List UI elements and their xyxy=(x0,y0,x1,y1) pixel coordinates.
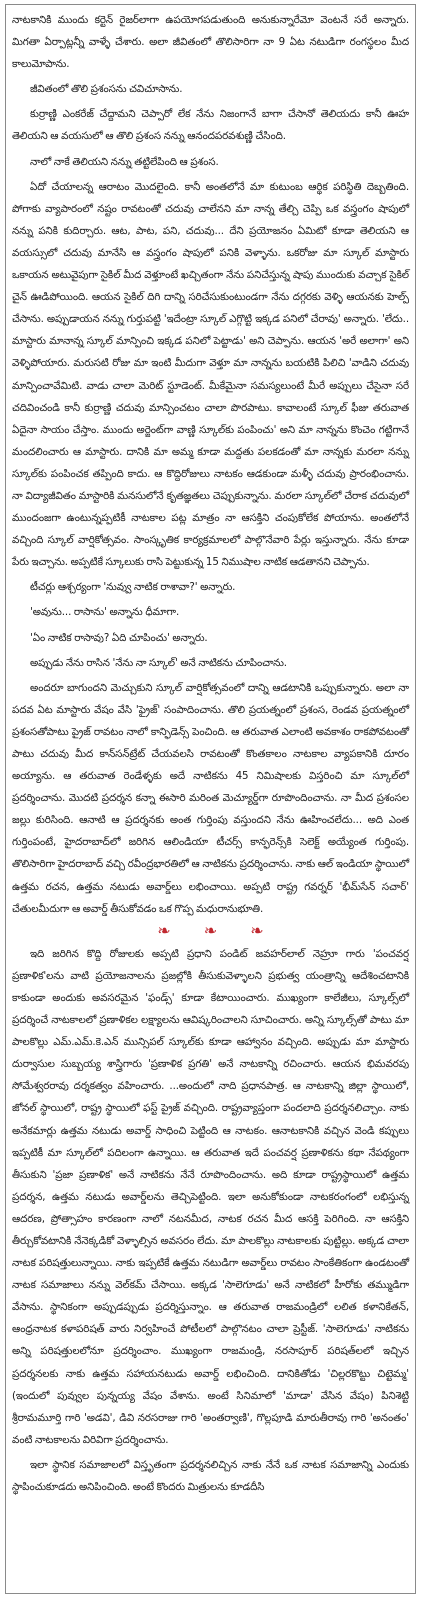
paragraph: జీవితంలో తొలి ప్రశంసను చవిచూసాను. xyxy=(30,83,183,96)
ornament-icon: ❧ xyxy=(203,920,218,940)
paragraph: అందరూ బాగుందని మెచ్చుకుని స్కూల్ వార్షికోత్సవంలో దాన్ని ఆడటానికి ఒప్పుకున్నారు. అలా నా పదవ ఏట మాస్టారు వేషం వేసి 'ఫ్రైజ్' సంపాదించాను. తొలి ప్రయత్నంలో ప్రశంస, రెండవ ప్రయత్నంలో ప్రశంసతోపాటు ప్రైజ్ రావటం నాలో కాన్ఫిడెన్స్ పెంచింది. ఆ తరువాత ఎలాంటి అవకాశం రాకపోవటంతో పాటు చదువు మీద కాన్‌సన్‌ట్రేట్ చేయవలసి రావటంతో కొంతకాలం నాటకాల వ్యాపకానికి దూరం అయ్యాను. ఆ తరువాత రెండేళ్ళకు అదే నాటికను 45 నిమిషాలకు విస్తరించి మా స్కూల్‌లో ప్రదర్శించాను. మొదటి ప్రదర్శన కన్నా ఈసారి మరింత మెచ్యూర్డ్‌గా రూపొందించాను. నా మీద ప్రశంసల జల్లు కురిసింది. ఆనాటి ఆ ప్రదర్శనకు అంత గుర్తింపు వస్తుందని నేను ఊహించలేదు... అది ఎంత గుర్తింపంటే, హైదరాబాద్‌లో జరిగిన ఆలిండియా టీచర్స్ కాన్ఫరెన్స్‌కి సెలెక్ట్ అయ్యేంత గుర్తింపు. తొలిసారిగా హైదరాబాద్ వచ్చి రవీంద్రభారతిలో ఆ నాటికను ప్రదర్శించాను. నాకు ఆల్ ఇండియా స్థాయిలో ఉత్తమ రచన, ఉత్తమ నటుడు అవార్డ్‌లు లభించాయి. అప్పటి రాష్ట్ర గవర్నర్ 'భీమ్‌సేన్ సచార్' చేతులమీదుగా ఆ అవార్డ్ తీసుకోవడం ఒక గొప్ప మధురానుభూతి. xyxy=(12,681,409,915)
article-page xyxy=(5,4,416,1594)
paragraph: టీచర్లు ఆశ్చర్యంగా 'నువ్వు నాటిక రాశావా?' అన్నారు. xyxy=(30,581,236,594)
paragraph: కుర్రాణ్ణి ఎంకరేజ్ చేద్దామని చెప్పారో లేక నేను నిజంగానే బాగా చేసానో తెలియదు కానీ ఊహ తెలియని ఆ వయసులో ఆ తొలి ప్రశంస నన్ను ఆనందపరవశుణ్ణి చేసింది. xyxy=(12,108,409,143)
ornament-icon: ❧ xyxy=(157,920,171,940)
paragraph: 'అవును... రాసాను' అన్నాను ధీమాగా. xyxy=(30,606,180,619)
paragraph: నాలో నాకే తెలియని నన్ను తట్టిలేపింది ఆ ప్రశంస. xyxy=(30,155,219,168)
section-divider xyxy=(12,920,409,940)
paragraph: నాటకానికి ముందు కర్టెన్ రైజర్‌లాగా ఉపయోగపడుతుంది అనుకున్నారేమో వెంటనే సరే అన్నారు. మిగతా ఏర్పాట్లన్నీ వాళ్ళే చేశారు. అలా జీవితంలో తొలిసారిగా నా 9 ఏట నటుడిగా రంగస్థలం మీద కాలుమోపాను. xyxy=(12,14,409,71)
ornament-icon: ❧ xyxy=(250,920,264,940)
paragraph: ఇది జరిగిన కొద్ది రోజులకు అప్పటి ప్రధాని పండిట్ జవహర్‌లాల్ నెహ్రూ గారు 'పంచవర్ష ప్రణాళిక'లను వాటి ప్రయోజనాలను ప్రజల్లోకి తీసుకువెళ్ళాలని ప్రభుత్వ యంత్రాన్ని ఆదేశించటానికి కాకుండా అందుకు అవసరమైన 'ఫండ్స్' కూడా కేటాయించారు. ముఖ్యంగా కాలేజీలు, స్కూల్స్‌లో ప్రదర్శించే నాటకాలలో ప్రణాళికల లక్ష్యాలను ఆవిష్కరించాలని సూచించారు. అన్ని స్కూల్స్‌తో పాటు మా పాలకొల్లు ఎమ్.ఎమ్.కె.ఎన్ మున్సిపల్ స్కూల్‌కు కూడా ఆహ్వానం వచ్చింది. అప్పుడు మా మాస్టారు దుర్వాసుల సుబ్బయ్య శాస్త్రిగారు 'ప్రణాళిక ప్రగతి' అనే నాటకాన్ని రచించారు. ఆయన భిమవరపు సోమేశ్వరరావు దర్శకత్వం వహించారు. ...అందులో నాది ప్రధానపాత్ర. ఆ నాటకాన్ని జిల్లా స్థాయిలో, జోనల్ స్థాయిలో, రాష్ట్ర స్థాయిలో ఫస్ట్ ప్రైజ్ వచ్చింది. రాష్ట్రవ్యాప్తంగా పందలాది ప్రదర్శనలిచ్చాం. నాకు అనేకమార్లు ఉత్తమ నటుడు అవార్డ్ సాధించి పెట్టింది ఆ నాటకం. ఆనాటకానికి వచ్చిన వెండి కప్పులు ఇప్పటికీ మా స్కూల్‌లో పదిలంగా ఉన్నాయి. ఆ తరువాత ఇదే పంచవర్ష ప్రణాళికను కథా నేపథ్యంగా తీసుకుని 'ప్రజా ప్రణాళిక' అనే నాటికను నేనే రూపొందించాను. అది కూడా రాష్ట్రస్థాయిలో ఉత్తమ ప్రదర్శన, ఉత్తమ నటుడు అవార్డ్‌లను తెచ్చిపెట్టింది. ఇలా అనుకోకుండా నాటకరంగంలో లభిస్తున్న ఆదరణ, ప్రోత్సాహం కారణంగా నాలో నటనమీద, నాటక రచన మీద ఆసక్తి పెరిగింది. నా ఆసక్తిని తీర్చుకోవటానికి నేనెక్కడికో వెళ్ళాల్సిన అవసరం లేదు. మా పాలకొల్లు నాటకాలకు పుట్టిల్లు. అక్కడ చాలా నాటక పరిషత్తులున్నాయి. నాకు ఇప్పటికే ఉత్తమ నటుడిగా అవార్డ్‌లు రావటం సాంకేతికంగా ఉండటంతో నాటక సమాజాలు నన్ను వెల్‌కమ్ చేసాయి. అక్కడ 'సాలెగూడు' అనే నాటికలో హీరోకు తమ్ముడిగా వేసాను. స్థానికంగా అప్పుడప్పుడు ప్రదర్శిస్తున్నాం. ఆ తరువాత రాజమండ్రిలో లలిత కళానికేతన్, ఆంధ్రనాటక కళాపరిషత్ వారు నిర్వహించే పోటీలలో పాల్గొనటం చాలా ప్రెస్టీజ్. 'సాలెగూడు' నాటికను అన్ని పరిషత్తులలోనూ ప్రదర్శించాం. ముఖ్యంగా రాజమండ్రి, నరసాపూర్ పరిషత్‌లలో ఇచ్చిన ప్రదర్శనలకు నాకు ఉత్తమ సహాయనటుడు అవార్డ్ లభించింది. దానికితోడు 'చిల్లరకొట్టు చిట్టెమ్మ' (ఇందులో పువ్వుల పున్నయ్య వేషం వేశాను. అంటే సినిమాలో 'మాడా' వేసిన వేషం) పినిశెట్టి శ్రీరామమూర్తి గారి 'అడవి', డివి నరసరాజు గారి 'అంతర్వాణి', గొల్లపూడి మారుతీరావు గారి 'అనంతం' వంటి నాటకాలను విరివిగా ప్రదర్శించాను. xyxy=(12,947,409,1446)
paragraph: ఇలా స్థానిక సమాజాలలో విస్తృతంగా ప్రదర్శనలిచ్చిన నాకు నేనే ఒక నాటక సమాజాన్ని ఎందుకు స్థాపించుకూడదు అనిపించింది. అంటే కొందరు మిత్రులను కూడదీసి xyxy=(12,1458,409,1493)
paragraph: అప్పుడు నేను రాసిన 'నేను నా స్కూల్' అనే నాటికను చూపించాను. xyxy=(30,656,287,669)
paragraph: ఏదో చేయాలన్న ఆరాటం మొదలైంది. కానీ అంతలోనే మా కుటుంబ ఆర్థిక పరిస్థితి దెబ్బతింది. పోగాకు వ్యాపారంలో నష్టం రావటంతో చదువు చాలేనని మా నాన్న తేల్చి చెప్పి ఒక వస్త్రంగం షాపులో నన్ను పనికి కుదిర్చారు. ఆట, పాట, పని, చదువు... దేని ప్రయోజనం ఏమిటో కూడా తెలియని ఆ వయస్సులో చదువు మానేసి ఆ వస్త్రంగం షాపులో పనికి వెళ్ళాను. ఒకరోజు మా స్కూల్ మాస్టారు ఒకాయన అటువైపుగా సైకిల్ మీద వెళ్తూంటే ఖచ్చితంగా నేను పనిచేస్తున్న షాపు ముందుకు వచ్చాక సైకిల్ చైన్ ఊడిపోయింది. ఆయన సైకిల్ దిగి దాన్ని సరిచేసుకుంటుండగా నేను దగ్గరకు వెళ్ళి ఆయనకు హెల్ప్ చేసాను. అప్పుడాయన నన్ను గుర్తుపట్టి 'ఇదేంట్రా స్కూల్ ఎగ్గొట్టి ఇక్కడ పనిలో చేరావు' అన్నారు. 'లేదు.. మాస్టారు మానాన్న స్కూల్ మాన్పించి ఇక్కడ పనిలో పెట్టాడు' అని చెప్పాను. ఆయన 'అరే అలాగా' అని వెళ్ళిపోయారు. మరుసటి రోజు మా ఇంటి మీదుగా వెళ్తూ మా నాన్నను బయటికి పిలిచి 'వాడిని చదువు మాన్పించావేమిటి. వాడు చాలా మెరిట్ స్టూడెంట్. మీకేమైనా సమస్యలుంటే మీరే అప్పులు చేసైనా సరే చదివించండి కానీ కుర్రాణ్ణి చదువు మాన్పించటం చాలా పొరపాటు. కావాలంటే స్కూల్ ఫీజు తరువాత ఏదైనా సాయం చేస్తాం. ముందు అర్జెంట్‌గా వాణ్ణి స్కూల్‌కు పంపించు' అని మా నాన్నను కొంచెం గట్టిగానే మందలించారు ఆ మాస్టారు. దానికి మా అమ్మ కూడా మద్దతు పలకడంతో మా నాన్నకు మరలా నన్ను స్కూల్‌కు పంపించక తప్పింది కాదు. ఆ కొద్దిరోజులు నాటకం ఆడకుండా మళ్ళీ చదువు ప్రారంభించాను. నా విద్యాజీవితం మాస్టారికి మనసులోనే కృతజ్ఞతలు చెప్పుకున్నాను. మరలా స్కూల్‌లో చేరాక చదువులో ముందంజగా ఉంటున్నప్పటికీ నాటకాల పట్ల మాత్రం నా ఆసక్తిని చంపుకోలేక పోయాను. అంతలోనే వచ్చింది స్కూల్ వార్షికోత్సవం. సాంస్కృతిక కార్యక్రమాలలో పాల్గొనేవారి పేర్లు ఇస్తున్నారు. నేను కూడా పేరు ఇచ్చాను. అప్పటికే స్కూలుకు రాసి పెట్టుకున్న 15 నిముషాల నాటిక ఆడతానని చెప్పాను. xyxy=(12,180,409,569)
paragraph: 'ఏం నాటిక రాసావు? ఏది చూపించు' అన్నారు. xyxy=(30,631,208,644)
